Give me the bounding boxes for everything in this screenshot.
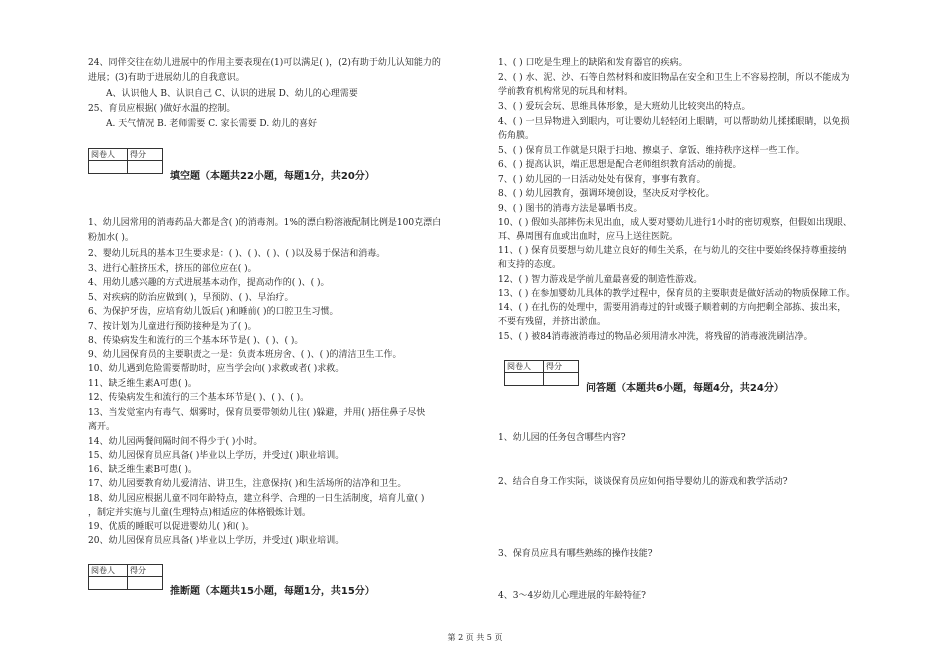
question-24-line2: 进展；(3)有助于进展幼儿的自我意识。: [88, 73, 245, 83]
score-label: 得分: [128, 565, 163, 577]
fill-item: 20、幼儿园保育员应具备( )毕业以上学历，并受过( )职业培训。: [88, 536, 345, 546]
qa-item: 2、结合自身工作实际，谈谈保育员应如何指导婴幼儿的游戏和教学活动?: [498, 477, 788, 487]
judge-item: 6、( ) 提高认识，端正思想是配合老师组织教育活动的前提。: [498, 160, 742, 170]
question-24-line1: 24、同伴交往在幼儿进展中的作用主要表现在(1)可以满足( )，(2)有助于幼儿认知能力的: [88, 58, 441, 68]
fill-item: 2、婴幼儿玩具的基本卫生要求是：( )、( )、( )、( )以及易于保洁和消毒。: [88, 249, 386, 259]
question-25: 25、育员应根据( )做好水温的控制。: [88, 104, 236, 114]
section-title-fill: 填空题（本题共22小题，每题1分，共20分）: [170, 171, 375, 182]
fill-item: 15、幼儿园保育员应具备( )毕业以上学历，并受过( )职业培训。: [88, 451, 345, 461]
judge-item: 9、( ) 图书的消毒方法是暴晒书皮。: [498, 204, 643, 214]
fill-item: 18、幼儿园应根据儿童不同年龄特点，建立科学、合理的一日生活制度，培育儿童( ): [88, 494, 425, 504]
reviewer-label: 阅卷人: [505, 361, 544, 373]
judge-item: 15、( ) 被84消毒液消毒过的物品必须用清水冲洗，将残留的消毒液洗刷洁净。: [498, 332, 813, 342]
qa-item: 1、幼儿园的任务包含哪些内容?: [498, 433, 626, 443]
fill-item: 3、进行心脏挤压术，挤压的部位应在( )。: [88, 264, 257, 274]
qa-item: 3、保育员应具有哪些熟练的操作技能?: [498, 549, 653, 559]
fill-item: 19、优质的睡眠可以促进婴幼儿( )和( )。: [88, 522, 255, 532]
score-cell[interactable]: [128, 161, 163, 174]
reviewer-label: 阅卷人: [89, 149, 128, 161]
judge-item: 14、( ) 在扎伤的处理中，需要用消毒过的针或镊子顺着刺的方向把剩全部拣、拔出来，: [498, 303, 847, 313]
judge-item: 伤角膜。: [498, 131, 535, 141]
score-box-judge: [88, 564, 163, 590]
judge-item: 10、( ) 假如头部摔伤未见出血，成人要对婴幼儿进行1小时的密切观察，但假如出现眼、: [498, 218, 852, 228]
question-25-options: A. 天气情况 B. 老师需要 C. 家长需要 D. 幼儿的喜好: [106, 119, 318, 129]
score-label: 得分: [544, 361, 579, 373]
reviewer-cell[interactable]: [89, 161, 128, 174]
fill-item: 16、缺乏维生素B可患( )。: [88, 465, 197, 475]
fill-item: 11、缺乏维生素A可患( )。: [88, 379, 197, 389]
judge-item: 耳、鼻周围有血或出血时，应马上送往医院。: [498, 232, 679, 242]
judge-item: 11、( ) 保育员要想与幼儿建立良好的师生关系，在与幼儿的交往中要始终保持尊重接纳: [498, 246, 847, 256]
fill-item: 17、幼儿园要教育幼儿爱清洁、讲卫生，注意保持( )和生活场所的洁净和卫生。: [88, 479, 407, 489]
page-number: 第 2 页 共 5 页: [447, 633, 503, 642]
reviewer-cell[interactable]: [505, 373, 544, 386]
fill-item: 12、传染病发生和流行的三个基本环节是( )、( )、( )。: [88, 393, 310, 403]
fill-item: 13、当发觉室内有毒气、烟雾时，保育员要带领幼儿往( )躲避，并用( )捂住鼻子尽快: [88, 408, 426, 418]
fill-item: 离开。: [88, 422, 116, 432]
judge-item: 4、( ) 一旦异物进入到眼内，可让婴幼儿轻轻闭上眼睛，可以帮助幼儿揉揉眼睛，以免损: [498, 117, 850, 127]
judge-item: 5、( ) 保育员工作就是只限于扫地、擦桌子、拿饭、维持秩序这样一些工作。: [498, 146, 805, 156]
score-box-fill: [88, 148, 163, 174]
score-box-qa: [504, 360, 579, 386]
judge-item: 8、( ) 幼儿园教育，强调环境创设，坚决反对学校化。: [498, 189, 715, 199]
fill-item: 粉加水( )。: [88, 233, 134, 243]
qa-item: 4、3～4岁幼儿心理进展的年龄特征?: [498, 591, 647, 601]
fill-item: 10、幼儿遇到危险需要帮助时，应当学会向( )求救或者( )求救。: [88, 364, 345, 374]
judge-item: 13、( ) 在参加婴幼儿具体的教学过程中，保育员的主要职责是做好活动的物质保障工作。: [498, 289, 856, 299]
reviewer-label: 阅卷人: [89, 565, 128, 577]
fill-item: 8、传染病发生和流行的三个基本环节是( )、( )、( )。: [88, 336, 304, 346]
score-cell[interactable]: [128, 577, 163, 590]
judge-item: 和支持的态度。: [498, 260, 562, 270]
fill-item: 5、对疾病的防治应做到( )，早预防、( )、早治疗。: [88, 293, 294, 303]
section-title-judge: 推断题（本题共15小题，每题1分，共15分）: [170, 586, 375, 597]
fill-item: 9、幼儿园保育员的主要职责之一是：负责本班房舍、( )、( )的清洁卫生工作。: [88, 350, 402, 360]
section-title-qa: 问答题（本题共6小题，每题4分，共24分）: [586, 383, 784, 394]
fill-item: 1、幼儿园常用的消毒药品大都是含( )的消毒剂。1%的漂白粉溶液配制比例是100克漂白: [88, 218, 442, 228]
fill-item: ，制定并实施与儿童(生理特点)相适应的体格锻炼计划。: [88, 508, 312, 518]
question-24-options: A、认识他人 B、认识自己 C、认识的进展 D、幼儿的心理需要: [106, 89, 358, 99]
score-cell[interactable]: [544, 373, 579, 386]
score-label: 得分: [128, 149, 163, 161]
fill-item: 7、按计划为儿童进行预防接种是为了( )。: [88, 322, 257, 332]
fill-item: 6、为保护牙齿，应培育幼儿饭后( )和睡前( )的口腔卫生习惯。: [88, 307, 339, 317]
fill-item: 14、幼儿园两餐间隔时间不得少于( )小时。: [88, 437, 263, 447]
judge-item: 12、( ) 智力游戏是学前儿童最喜爱的制造性游戏。: [498, 275, 703, 285]
reviewer-cell[interactable]: [89, 577, 128, 590]
judge-item: 学前教育机构常见的玩具和材料。: [498, 87, 634, 97]
judge-item: 3、( ) 爱玩会玩、思维具体形象，是大班幼儿比较突出的特点。: [498, 102, 751, 112]
fill-item: 4、用幼儿感兴趣的方式进展基本动作，提高动作的( )、( )。: [88, 278, 330, 288]
judge-item: 不要有残留，并挤出淤血。: [498, 317, 607, 327]
judge-item: 7、( ) 幼儿园的一日活动处处有保育，事事有教育。: [498, 175, 706, 185]
judge-item: 2、( ) 水、泥、沙、石等自然材料和废旧物品在安全和卫生上不容易控制，所以不能成为: [498, 73, 850, 83]
judge-item: 1、( ) 口吃是生理上的缺陷和发育器官的疾病。: [498, 58, 688, 68]
